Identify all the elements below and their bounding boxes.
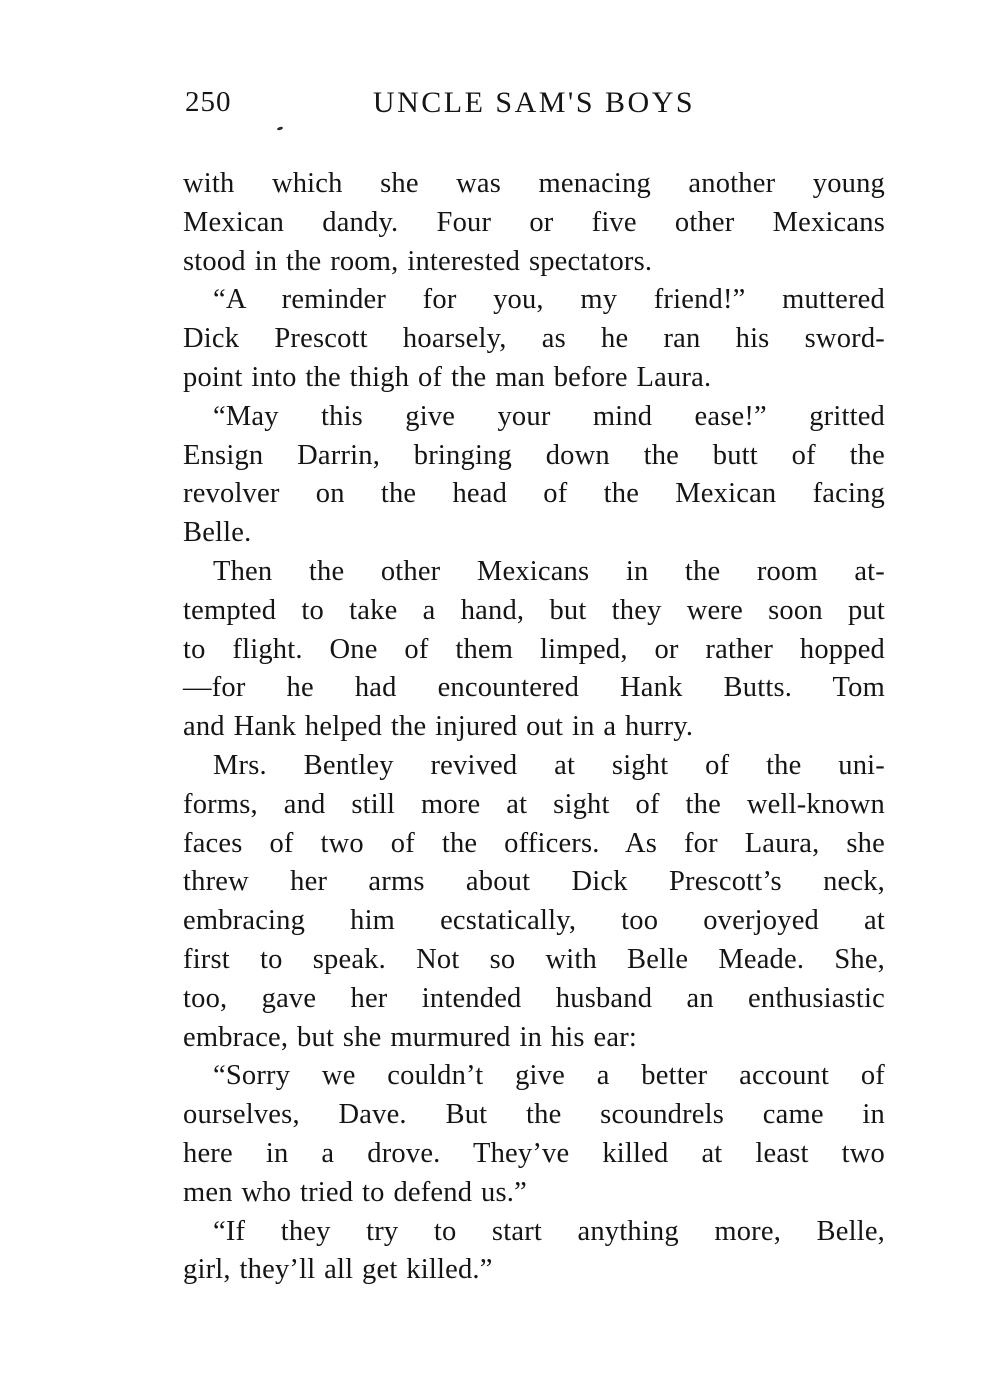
- text-line: revolver on the head of the Mexican facing: [183, 478, 885, 510]
- text-line: “If they try to start anything more, Belle,: [213, 1215, 885, 1247]
- text-line: Ensign Darrin, bringing down the butt of the: [183, 439, 885, 471]
- text-line: “A reminder for you, my friend!” muttered: [213, 284, 885, 316]
- text-line: forms, and still more at sight of the well-known: [183, 788, 885, 820]
- text-line: here in a drove. They’ve killed at least two: [183, 1137, 885, 1169]
- text-line: ourselves, Dave. But the scoundrels came in: [183, 1099, 885, 1131]
- text-line: men who tried to defend us.”: [183, 1176, 527, 1208]
- text-line: girl, they’ll all get killed.”: [183, 1254, 493, 1286]
- ink-speck: [277, 126, 284, 131]
- text-line: point into the thigh of the man before Laura.: [183, 361, 712, 393]
- text-line: threw her arms about Dick Prescott’s neck,: [183, 866, 885, 898]
- text-line: —for he had encountered Hank Butts. Tom: [183, 672, 885, 704]
- text-line: Belle.: [183, 517, 252, 549]
- text-line: tempted to take a hand, but they were soon put: [183, 594, 885, 626]
- page-number: 250: [185, 86, 232, 118]
- running-title: UNCLE SAM'S BOYS: [372, 86, 696, 119]
- text-line: “Sorry we couldn’t give a better account of: [213, 1060, 885, 1092]
- text-line: embracing him ecstatically, too overjoyed at: [183, 905, 885, 937]
- text-line: Then the other Mexicans in the room at-: [213, 555, 885, 587]
- text-line: to flight. One of them limped, or rather hopped: [183, 633, 885, 665]
- text-line: embrace, but she murmured in his ear:: [183, 1021, 638, 1053]
- text-line: stood in the room, interested spectators.: [183, 245, 653, 277]
- text-line: Mrs. Bentley revived at sight of the uni-: [213, 749, 885, 781]
- text-line: too, gave her intended husband an enthusiastic: [183, 982, 885, 1014]
- page-header: [183, 86, 885, 126]
- text-line: first to speak. Not so with Belle Meade. She,: [183, 943, 885, 975]
- text-line: Dick Prescott hoarsely, as he ran his sword-: [183, 323, 885, 355]
- text-line: with which she was menacing another young: [183, 168, 885, 199]
- body-text: [183, 165, 885, 1290]
- text-line: “May this give your mind ease!” gritted: [213, 400, 885, 432]
- text-line: Mexican dandy. Four or five other Mexicans: [183, 206, 885, 238]
- text-line: faces of two of the officers. As for Laura, she: [183, 827, 885, 859]
- text-line: and Hank helped the injured out in a hurry.: [183, 711, 694, 743]
